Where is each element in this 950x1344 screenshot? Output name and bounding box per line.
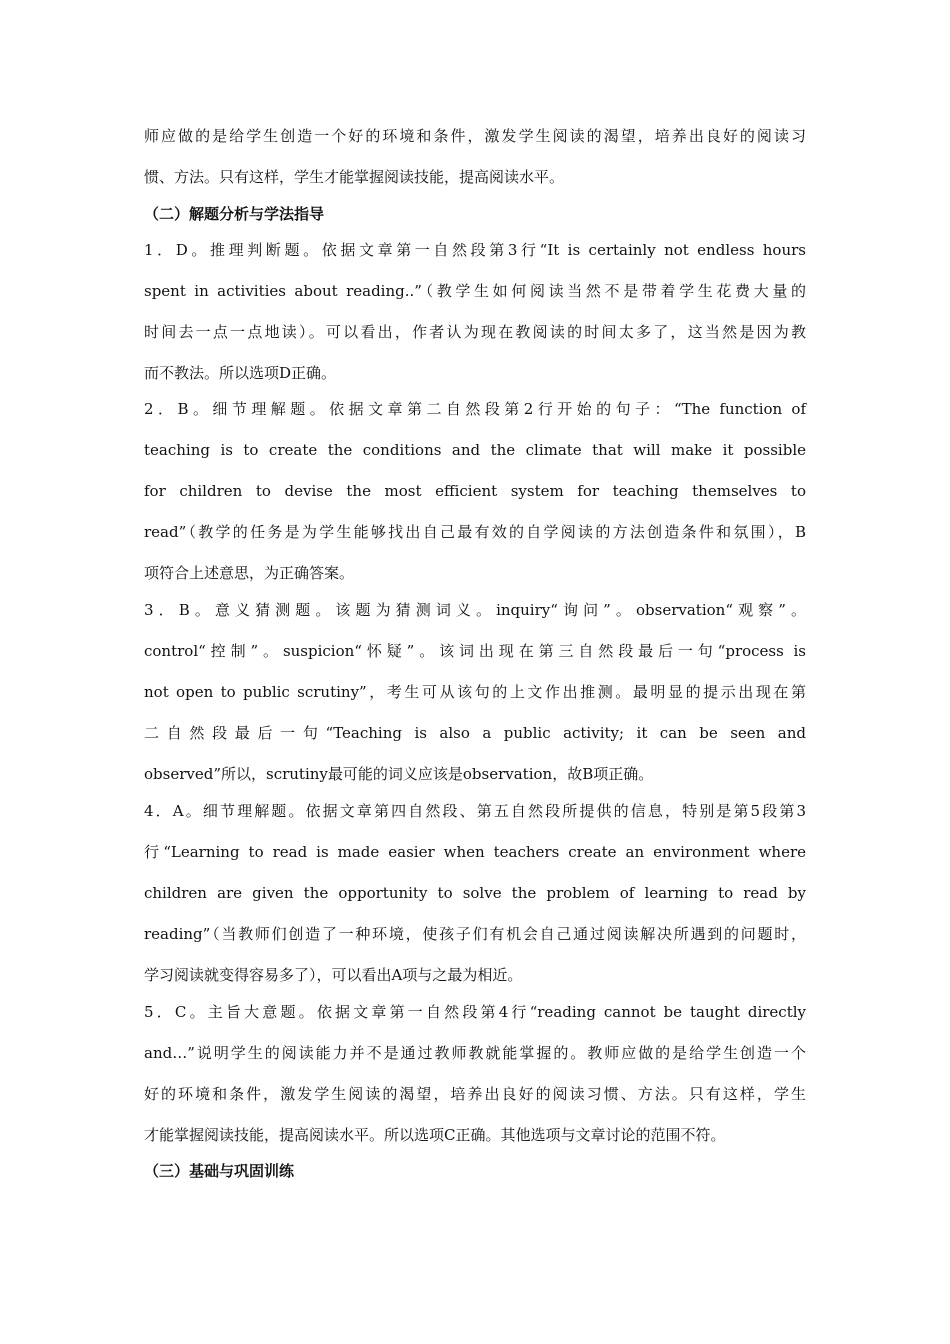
- text-line: observed”所以，scrutiny最可能的词义应该是observation，故B项正确。: [144, 765, 654, 783]
- text-line: and…”说明学生的阅读能力并不是通过教师教就能掌握的。教师应做的是给学生创造一个: [144, 1044, 806, 1062]
- text-line: not open to public scrutiny”，考生可从该句的上文作出推测。最明显的提示出现在第: [144, 683, 806, 701]
- text-line: 而不教法。所以选项D正确。: [144, 364, 337, 382]
- text-line: 惯、方法。只有这样，学生才能掌握阅读技能，提高阅读水平。: [144, 168, 565, 186]
- section-heading: （三）基础与巩固训练: [144, 1162, 295, 1180]
- text-line: 行“Learning to read is made easier when teachers create an environment where: [144, 843, 806, 861]
- text-line: 3．B。意义猜测题。该题为猜测词义。inquiry“询问”。observation“观察”。: [144, 601, 806, 619]
- text-line: 1．D。推理判断题。依据文章第一自然段第3行“It is certainly not endless hours: [144, 241, 806, 259]
- text-line: teaching is to create the conditions and the climate that will make it possible: [144, 441, 806, 459]
- text-line: control“控制”。suspicion“怀疑”。该词出现在第三自然段最后一句“process is: [144, 642, 806, 660]
- text-line: spent in activities about reading..”（教学生如何阅读当然不是带着学生花费大量的: [144, 282, 806, 300]
- text-line: 项符合上述意思，为正确答案。: [144, 564, 355, 582]
- text-line: 好的环境和条件，激发学生阅读的渴望，培养出良好的阅读习惯、方法。只有这样，学生: [144, 1085, 806, 1103]
- text-line: reading”（当教师们创造了一种环境，使孩子们有机会自己通过阅读解决所遇到的问题时，: [144, 925, 806, 943]
- section-heading: （二）解题分析与学法指导: [144, 205, 325, 223]
- text-line: 二自然段最后一句“Teaching is also a public activity; it can be seen and: [144, 724, 806, 742]
- text-line: for children to devise the most efficient system for teaching themselves to: [144, 482, 806, 500]
- text-line: 2．B。细节理解题。依据文章第二自然段第2行开始的句子：“The function of: [144, 400, 806, 418]
- text-line: 学习阅读就变得容易多了），可以看出A项与之最为相近。: [144, 966, 523, 984]
- text-line: 5．C。主旨大意题。依据文章第一自然段第4行“reading cannot be taught directly: [144, 1003, 806, 1021]
- text-line: 时间去一点一点地读）。可以看出，作者认为现在教阅读的时间太多了，这当然是因为教: [144, 323, 806, 341]
- text-line: read”（教学的任务是为学生能够找出自己最有效的自学阅读的方法创造条件和氛围），B: [144, 523, 806, 541]
- text-line: 师应做的是给学生创造一个好的环境和条件，激发学生阅读的渴望，培养出良好的阅读习: [144, 127, 806, 145]
- text-line: 才能掌握阅读技能，提高阅读水平。所以选项C正确。其他选项与文章讨论的范围不符。: [144, 1126, 726, 1144]
- text-line: 4．A。细节理解题。依据文章第四自然段、第五自然段所提供的信息，特别是第5段第3: [144, 802, 806, 820]
- text-line: children are given the opportunity to solve the problem of learning to read by: [144, 884, 806, 902]
